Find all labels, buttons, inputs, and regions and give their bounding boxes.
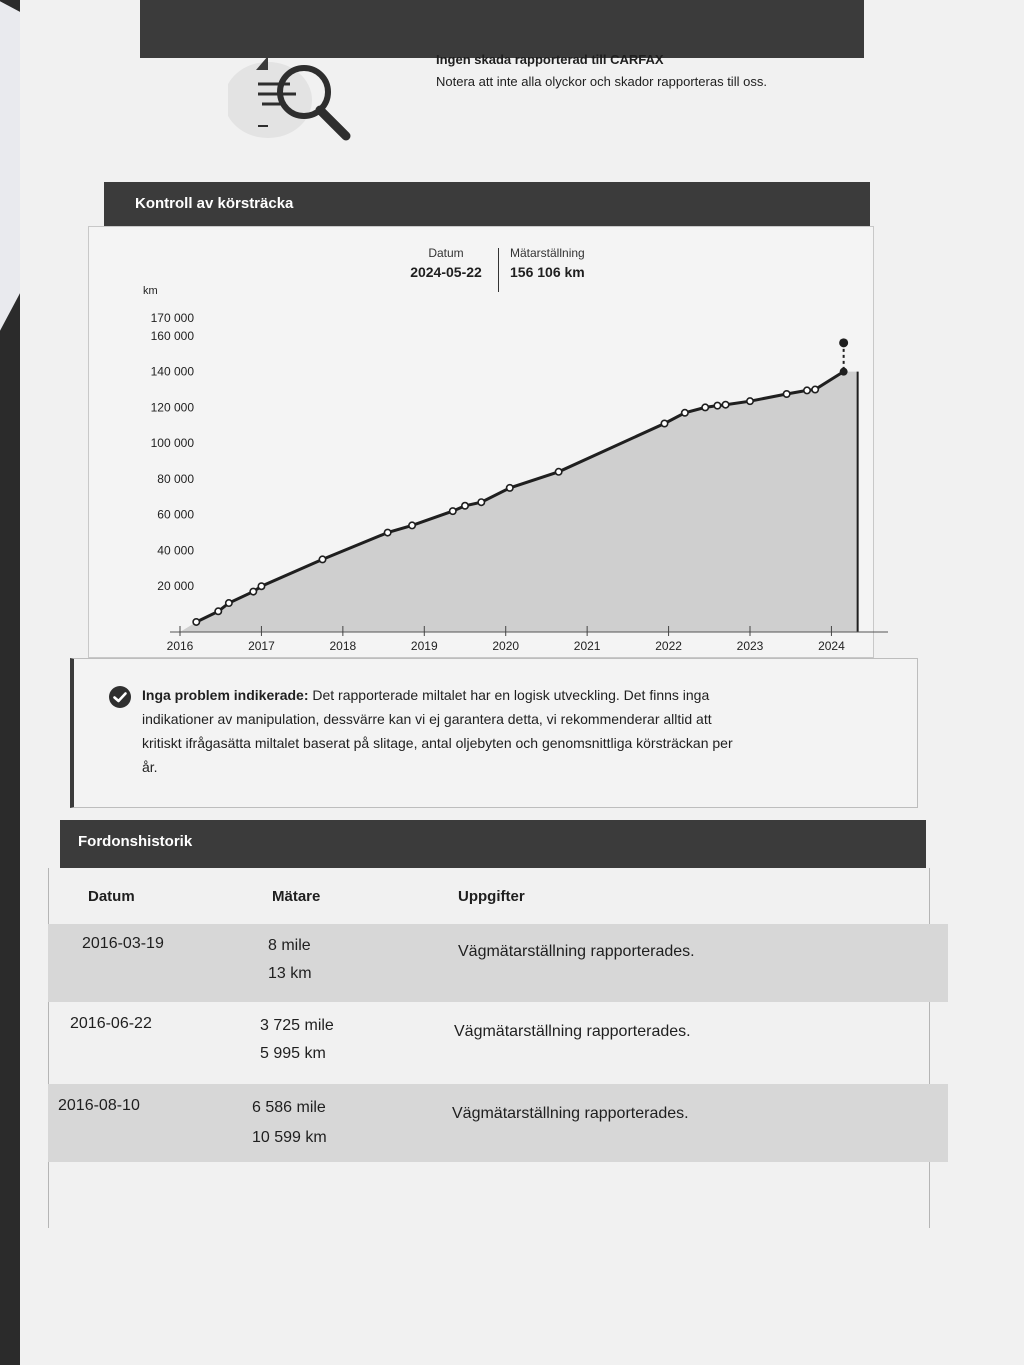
row-details: Vägmätarställning rapporterades. bbox=[458, 943, 695, 960]
table-row bbox=[48, 924, 948, 1002]
row-date: 2016-08-10 bbox=[58, 1097, 140, 1114]
y-tick-label: 80 000 bbox=[157, 471, 194, 486]
chart-area bbox=[180, 372, 858, 632]
check-circle-icon bbox=[108, 685, 132, 709]
chart-point bbox=[384, 529, 390, 535]
y-tick-label: 40 000 bbox=[157, 543, 194, 558]
y-tick-label: 100 000 bbox=[150, 436, 194, 451]
chart-point bbox=[319, 556, 325, 562]
tooltip-date-value: 2024-05-22 bbox=[410, 264, 482, 280]
x-tick-label: 2022 bbox=[655, 639, 682, 653]
table-row bbox=[48, 1084, 948, 1162]
row-date: 2016-03-19 bbox=[82, 935, 164, 952]
y-tick-label: 140 000 bbox=[150, 364, 194, 379]
row-miles: 8 mile bbox=[268, 937, 311, 954]
row-km: 13 km bbox=[268, 965, 312, 982]
row-km: 5 995 km bbox=[260, 1045, 326, 1062]
chart-point bbox=[462, 503, 468, 509]
column-header-details: Uppgifter bbox=[458, 888, 525, 905]
chart-point bbox=[722, 402, 728, 408]
problem-notice-line-1: Det rapporterade miltalet har en logisk utveckling. Det finns inga bbox=[308, 687, 710, 703]
x-tick-label: 2016 bbox=[166, 639, 194, 653]
x-tick-label: 2017 bbox=[248, 639, 275, 653]
history-section-title: Fordonshistorik bbox=[78, 833, 193, 850]
chart-point bbox=[840, 368, 847, 375]
mileage-section-title: Kontroll av körsträcka bbox=[135, 195, 294, 212]
problem-notice-line-2: indikationer av manipulation, dessvärre kan vi ej garantera detta, vi rekommenderar alltid att bbox=[142, 711, 712, 727]
row-miles: 3 725 mile bbox=[260, 1017, 334, 1034]
x-tick-label: 2020 bbox=[492, 639, 520, 653]
tooltip-reading-value: 156 106 km bbox=[510, 264, 585, 280]
chart-tooltip bbox=[398, 246, 622, 298]
chart-point bbox=[258, 583, 264, 589]
tooltip-reading-label: Mätarställning bbox=[510, 246, 585, 260]
row-date: 2016-06-22 bbox=[70, 1015, 152, 1032]
chart-point bbox=[450, 508, 456, 514]
chart-point bbox=[783, 391, 789, 397]
chart-point bbox=[193, 619, 199, 625]
tooltip-date-label: Datum bbox=[428, 246, 464, 260]
chart-point bbox=[250, 588, 256, 594]
chart-point bbox=[409, 522, 415, 528]
row-details: Vägmätarställning rapporterades. bbox=[452, 1105, 689, 1122]
chart-point bbox=[226, 600, 232, 606]
row-km: 10 599 km bbox=[252, 1129, 327, 1146]
chart-point-selected bbox=[839, 338, 848, 347]
x-tick-label: 2023 bbox=[736, 639, 764, 653]
chart-point bbox=[812, 386, 818, 392]
table-row bbox=[48, 1004, 948, 1082]
chart-point bbox=[702, 404, 708, 410]
chart-point bbox=[215, 608, 221, 614]
x-tick-label: 2019 bbox=[410, 639, 438, 653]
x-tick-label: 2024 bbox=[818, 639, 845, 653]
chart-point bbox=[478, 499, 484, 505]
chart-point bbox=[661, 420, 667, 426]
history-section-header bbox=[60, 820, 926, 868]
problem-notice-text bbox=[142, 683, 892, 779]
tooltip-divider bbox=[498, 248, 499, 292]
chart-point bbox=[747, 398, 753, 404]
column-header-meter: Mätare bbox=[272, 888, 321, 905]
problem-notice-bold: Inga problem indikerade: bbox=[142, 687, 309, 703]
y-tick-label: 160 000 bbox=[150, 328, 194, 343]
y-tick-label: 120 000 bbox=[150, 400, 194, 415]
damage-notice-title: Ingen skada rapporterad till CARFAX bbox=[436, 52, 664, 67]
chart-point bbox=[714, 402, 720, 408]
column-header-date: Datum bbox=[88, 888, 135, 905]
row-miles: 6 586 mile bbox=[252, 1099, 326, 1116]
y-axis-label: km bbox=[143, 285, 158, 297]
x-tick-label: 2021 bbox=[573, 639, 601, 653]
damage-notice-text: Notera att inte alla olyckor och skador rapporteras till oss. bbox=[436, 74, 767, 89]
chart-point bbox=[507, 485, 513, 491]
x-tick-label: 2018 bbox=[329, 639, 357, 653]
chart-point bbox=[804, 387, 810, 393]
y-tick-label: 60 000 bbox=[157, 507, 194, 522]
y-tick-label: 170 000 bbox=[150, 311, 194, 325]
chart-point bbox=[682, 410, 688, 416]
chart-point bbox=[555, 469, 561, 475]
problem-notice-line-4: år. bbox=[142, 759, 158, 775]
problem-notice-line-3: kritiskt ifrågasätta miltalet baserat på slitage, antal oljebyten och genomsnittliga körsträckan per bbox=[142, 735, 733, 751]
y-tick-label: 20 000 bbox=[157, 579, 194, 594]
problem-notice-box bbox=[70, 658, 918, 808]
row-details: Vägmätarställning rapporterades. bbox=[454, 1023, 691, 1040]
